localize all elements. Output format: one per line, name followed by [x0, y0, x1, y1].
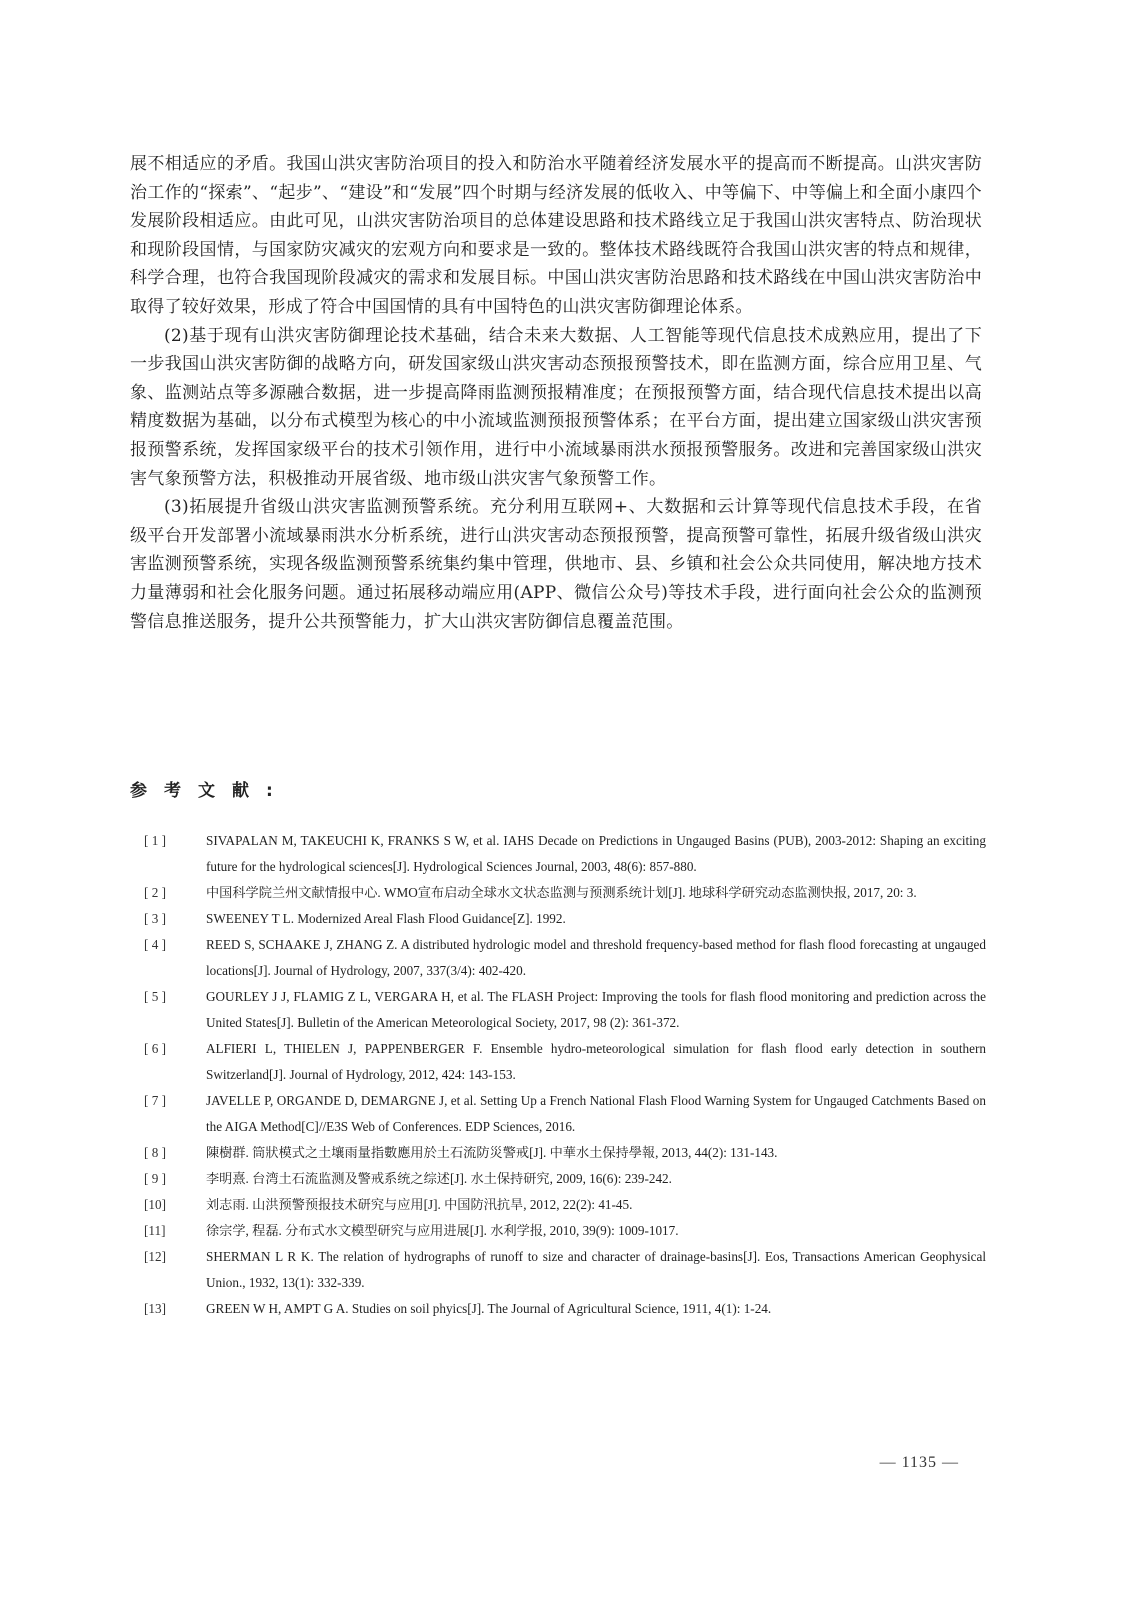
reference-text: 徐宗学, 程磊. 分布式水文模型研究与应用进展[J]. 水利学报, 2010, 39(9): 1009-1017.: [206, 1223, 679, 1238]
reference-number: [ 1 ]: [144, 833, 166, 848]
body-paragraph: 展不相适应的矛盾。我国山洪灾害防治项目的投入和防治水平随着经济发展水平的提高而不断提高。山洪灾害防治工作的“探索”、“起步”、“建设”和“发展”四个时期与经济发展的低收入、中等偏下、中等偏上和全面小康四个发展阶段相适应。由此可见，山洪灾害防治项目的总体建设思路和技术路线立足于我国山洪灾害特点、防治现状和现阶段国情，与国家防灾减灾的宏观方向和要求是一致的。整体技术路线既符合我国山洪灾害的特点和规律，科学合理，也符合我国现阶段减灾的需求和发展目标。中国山洪灾害防治思路和技术路线在中国山洪灾害防治中取得了较好效果，形成了符合中国国情的具有中国特色的山洪灾害防御理论体系。: [130, 154, 982, 317]
reference-item: [144, 906, 986, 932]
reference-item: [144, 932, 986, 984]
reference-number: [ 8 ]: [144, 1145, 166, 1160]
reference-text: 李明熹. 台湾土石流监测及警戒系统之综述[J]. 水土保持研究, 2009, 16(6): 239-242.: [206, 1171, 672, 1186]
body-paragraph: (2)基于现有山洪灾害防御理论技术基础，结合未来大数据、人工智能等现代信息技术成熟应用，提出了下一步我国山洪灾害防御的战略方向，研发国家级山洪灾害动态预报预警技术，即在监测方面，综合应用卫星、气象、监测站点等多源融合数据，进一步提高降雨监测预报精准度；在预报预警方面，结合现代信息技术提出以高精度数据为基础，以分布式模型为核心的中小流域监测预报预警体系；在平台方面，提出建立国家级山洪灾害预报预警系统，发挥国家级平台的技术引领作用，进行中小流域暴雨洪水预报预警服务。改进和完善国家级山洪灾害气象预警方法，积极推动开展省级、地市级山洪灾害气象预警工作。: [130, 325, 982, 489]
reference-text: SWEENEY T L. Modernized Areal Flash Flood Guidance[Z]. 1992.: [206, 911, 566, 926]
reference-item: [144, 828, 986, 880]
reference-item: [144, 1244, 986, 1296]
reference-text: REED S, SCHAAKE J, ZHANG Z. A distributed hydrologic model and threshold frequency-based method for flash flood forecasting at ungauged locations[J]. Journal of Hydrology, 2007, 337(3/4): 402-420.: [206, 937, 986, 978]
reference-number: [ 9 ]: [144, 1171, 166, 1186]
reference-item: [144, 1192, 986, 1218]
reference-number: [12]: [144, 1249, 166, 1264]
reference-text: SIVAPALAN M, TAKEUCHI K, FRANKS S W, et al. IAHS Decade on Predictions in Ungauged Basins (PUB), 2003-2012: Shaping an exciting future for the hydrological sciences[J]. Hydrological Sciences Journal, 2003, 48(6): 857-880.: [206, 833, 986, 874]
reference-number: [ 7 ]: [144, 1093, 166, 1108]
reference-text: ALFIERI L, THIELEN J, PAPPENBERGER F. Ensemble hydro-meteorological simulation for flash flood early detection in southern Switzerland[J]. Journal of Hydrology, 2012, 424: 143-153.: [206, 1041, 986, 1082]
page-number: — 1135 —: [879, 1454, 959, 1471]
reference-number: [ 2 ]: [144, 885, 166, 900]
reference-list: [144, 828, 986, 1322]
body-text: [130, 150, 982, 636]
references-heading: 参考文献:: [130, 781, 290, 801]
reference-number: [10]: [144, 1197, 166, 1212]
reference-item: [144, 1296, 986, 1322]
reference-number: [13]: [144, 1301, 166, 1316]
reference-text: 中国科学院兰州文献情报中心. WMO宣布启动全球水文状态监测与预测系统计划[J]. 地球科学研究动态监测快报, 2017, 20: 3.: [206, 885, 917, 900]
reference-text: GREEN W H, AMPT G A. Studies on soil phyics[J]. The Journal of Agricultural Science, 1911, 4(1): 1-24.: [206, 1301, 772, 1316]
reference-text: GOURLEY J J, FLAMIG Z L, VERGARA H, et al. The FLASH Project: Improving the tools for flash flood monitoring and prediction across the United States[J]. Bulletin of the American Meteorological Society, 2017, 98 (2): 361-372.: [206, 989, 986, 1030]
reference-item: [144, 1140, 986, 1166]
reference-item: [144, 984, 986, 1036]
reference-number: [ 5 ]: [144, 989, 166, 1004]
body-paragraph: (3)拓展提升省级山洪灾害监测预警系统。充分利用互联网+、大数据和云计算等现代信息技术手段，在省级平台开发部署小流域暴雨洪水分析系统，进行山洪灾害动态预报预警，提高预警可靠性，拓展升级省级山洪灾害监测预警系统，实现各级监测预警系统集约集中管理，供地市、县、乡镇和社会公众共同使用，解决地方技术力量薄弱和社会化服务问题。通过拓展移动端应用(APP、微信公众号)等技术手段，进行面向社会公众的监测预警信息推送服务，提升公共预警能力，扩大山洪灾害防御信息覆盖范围。: [130, 497, 982, 632]
reference-text: JAVELLE P, ORGANDE D, DEMARGNE J, et al. Setting Up a French National Flash Flood Warning System for Ungauged Catchments Based on the AIGA Method[C]//E3S Web of Conferences. EDP Sciences, 2016.: [206, 1093, 986, 1134]
reference-item: [144, 1088, 986, 1140]
reference-item: [144, 1218, 986, 1244]
reference-number: [ 3 ]: [144, 911, 166, 926]
reference-text: SHERMAN L R K. The relation of hydrographs of runoff to size and character of drainage-basins[J]. Eos, Transactions American Geophysical Union., 1932, 13(1): 332-339.: [206, 1249, 986, 1290]
reference-item: [144, 880, 986, 906]
reference-number: [ 6 ]: [144, 1041, 166, 1056]
reference-item: [144, 1166, 986, 1192]
reference-number: [ 4 ]: [144, 937, 166, 952]
reference-item: [144, 1036, 986, 1088]
reference-text: 刘志雨. 山洪预警预报技术研究与应用[J]. 中国防汛抗旱, 2012, 22(2): 41-45.: [206, 1197, 633, 1212]
reference-text: 陳樹群. 筒狀模式之土壤雨量指數應用於土石流防災警戒[J]. 中華水土保持學報, 2013, 44(2): 131-143.: [206, 1145, 778, 1160]
reference-number: [11]: [144, 1223, 166, 1238]
